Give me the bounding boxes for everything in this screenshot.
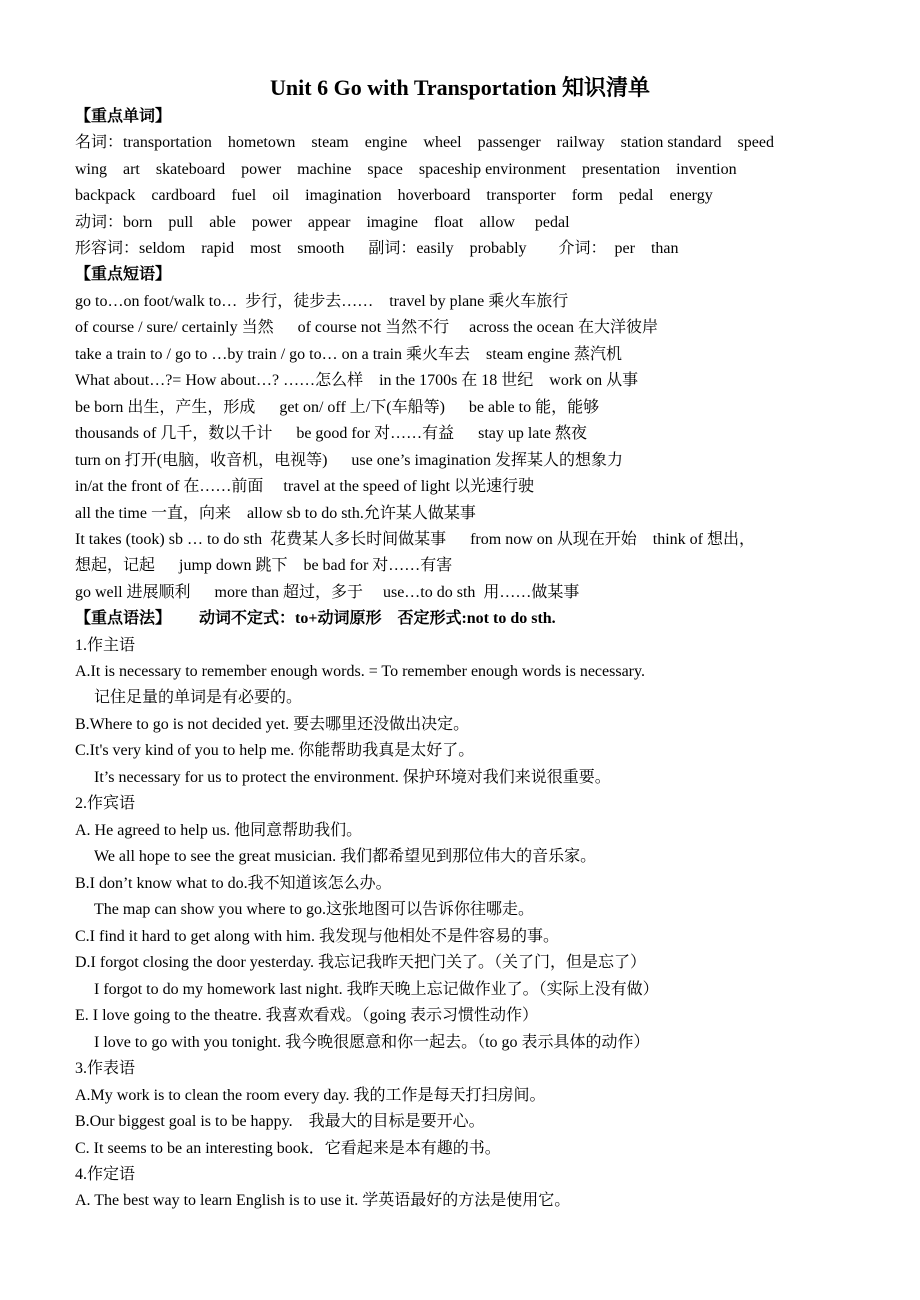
text-line: in/at the front of 在……前面 travel at the speed of light 以光速行驶 xyxy=(75,478,535,495)
subheading: 2.作宾语 xyxy=(75,795,136,812)
section-heading-phrases: 【重点短语】 xyxy=(75,266,172,283)
text-line: of course / sure/ certainly 当然 of course not 当然不行 across the ocean 在大洋彼岸 xyxy=(75,319,658,336)
subheading: 4.作定语 xyxy=(75,1166,136,1183)
text-line: I forgot to do my homework last night. 我昨天晚上忘记做作业了。（实际上没有做） xyxy=(94,981,659,998)
text-line: 名词：transportation hometown steam engine wheel passenger railway station standard speed xyxy=(75,134,774,151)
text-line: 动词：born pull able power appear imagine float allow pedal xyxy=(75,214,570,231)
text-line: 记住足量的单词是有必要的。 xyxy=(94,689,303,706)
text-line: turn on 打开(电脑，收音机，电视等) use one’s imagination 发挥某人的想象力 xyxy=(75,452,623,469)
text-line: all the time 一直，向来 allow sb to do sth.允许某人做某事 xyxy=(75,505,476,522)
text-line: A. He agreed to help us. 他同意帮助我们。 xyxy=(75,822,363,839)
page-title: Unit 6 Go with Transportation 知识清单 xyxy=(270,75,650,100)
text-line: What about…?= How about…? ……怎么样 in the 1700s 在 18 世纪 work on 从事 xyxy=(75,372,639,389)
text-line: 想起，记起 jump down 跳下 be bad for 对……有害 xyxy=(75,557,453,574)
text-line: thousands of 几千，数以千计 be good for 对……有益 stay up late 熬夜 xyxy=(75,425,587,442)
text-line: E. I love going to the theatre. 我喜欢看戏。（going 表示习惯性动作） xyxy=(75,1007,539,1024)
text-line: It’s necessary for us to protect the environment. 保护环境对我们来说很重要。 xyxy=(94,769,611,786)
section-heading-grammar: 【重点语法】 动词不定式：to+动词原形 否定形式:not to do sth. xyxy=(75,610,556,627)
text-line: go to…on foot/walk to… 步行，徒步去…… travel by plane 乘火车旅行 xyxy=(75,293,569,310)
text-line: 形容词：seldom rapid most smooth 副词：easily probably 介词： per than xyxy=(75,240,679,257)
text-line: B.Where to go is not decided yet. 要去哪里还没做出决定。 xyxy=(75,716,470,733)
text-line: A.My work is to clean the room every day. 我的工作是每天打扫房间。 xyxy=(75,1087,546,1104)
text-line: go well 进展顺利 more than 超过，多于 use…to do sth 用……做某事 xyxy=(75,584,580,601)
subheading: 1.作主语 xyxy=(75,637,136,654)
text-line: A. The best way to learn English is to use it. 学英语最好的方法是使用它。 xyxy=(75,1192,571,1209)
text-line: We all hope to see the great musician. 我们都希望见到那位伟大的音乐家。 xyxy=(94,848,597,865)
text-line: A.It is necessary to remember enough words. = To remember enough words is necessary. xyxy=(75,663,645,680)
text-line: The map can show you where to go.这张地图可以告诉你往哪走。 xyxy=(94,901,534,918)
text-line: C.I find it hard to get along with him. 我发现与他相处不是件容易的事。 xyxy=(75,928,559,945)
text-line: It takes (took) sb … to do sth 花费某人多长时间做某事 from now on 从现在开始 think of 想出， xyxy=(75,531,755,548)
text-line: wing art skateboard power machine space spaceship environment presentation invention xyxy=(75,161,737,178)
text-line: be born 出生，产生，形成 get on/ off 上/下(车船等) be able to 能，能够 xyxy=(75,399,600,416)
section-heading-words: 【重点单词】 xyxy=(75,108,172,125)
text-line: D.I forgot closing the door yesterday. 我忘记我昨天把门关了。（关了门，但是忘了） xyxy=(75,954,647,971)
text-line: I love to go with you tonight. 我今晚很愿意和你一起去。（to go 表示具体的动作） xyxy=(94,1034,650,1051)
text-line: take a train to / go to …by train / go to… on a train 乘火车去 steam engine 蒸汽机 xyxy=(75,346,623,363)
text-line: B.Our biggest goal is to be happy. 我最大的目标是要开心。 xyxy=(75,1113,485,1130)
text-line: C. It seems to be an interesting book．它看起来是本有趣的书。 xyxy=(75,1140,501,1157)
text-line: backpack cardboard fuel oil imagination hoverboard transporter form pedal energy xyxy=(75,187,713,204)
text-line: B.I don’t know what to do.我不知道该怎么办。 xyxy=(75,875,392,892)
subheading: 3.作表语 xyxy=(75,1060,136,1077)
text-line: C.It's very kind of you to help me. 你能帮助我真是太好了。 xyxy=(75,742,475,759)
